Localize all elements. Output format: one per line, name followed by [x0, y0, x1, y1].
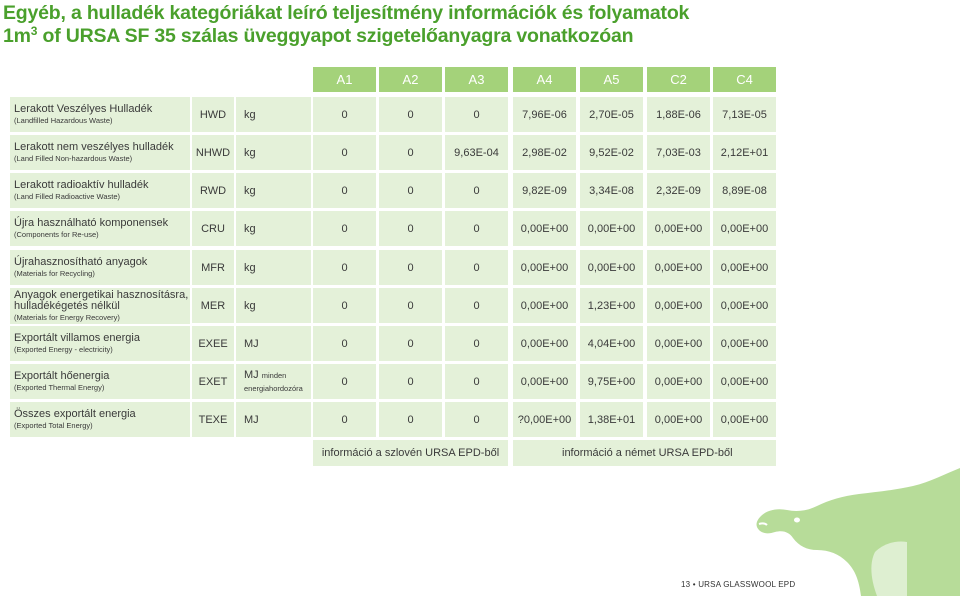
- row-label-english: (Exported Energy - electricity): [14, 344, 113, 354]
- value-cell-a4: 9,82E-09: [513, 173, 576, 208]
- row-label-english: (Materials for Recycling): [14, 268, 95, 278]
- value-cell-a4: ?0,00E+00: [513, 402, 576, 437]
- column-header-a1: A1: [313, 67, 376, 92]
- value-cell-c4: 8,89E-08: [713, 173, 776, 208]
- value-cell-c4: 0,00E+00: [713, 211, 776, 246]
- footer-bullet: •: [692, 580, 696, 589]
- row-label: [10, 173, 190, 208]
- indicator-code: NHWD: [192, 135, 234, 170]
- row-label-hungarian: Összes exportált energia: [14, 407, 136, 420]
- footer-brand: URSA GLASSWOOL EPD: [698, 580, 796, 589]
- page-number: 13: [681, 580, 691, 589]
- value-cell-c2: 0,00E+00: [647, 402, 710, 437]
- row-label-hungarian: Exportált hőenergia: [14, 369, 110, 382]
- value-cell-c4: 0,00E+00: [713, 288, 776, 323]
- row-label: [10, 402, 190, 437]
- value-cell-c2: 0,00E+00: [647, 288, 710, 323]
- row-label-english: (Land Filled Non-hazardous Waste): [14, 153, 133, 163]
- value-cell-a5: 1,23E+00: [580, 288, 643, 323]
- row-label-hungarian: Lerakott nem veszélyes hulladék: [14, 140, 174, 153]
- polar-bear-logo-icon: [755, 468, 960, 596]
- value-cell-a5: 4,04E+00: [580, 326, 643, 361]
- row-label-hungarian: Újra használható komponensek: [14, 216, 169, 229]
- value-cell-a2: 0: [379, 97, 442, 132]
- column-header-a3: A3: [445, 67, 508, 92]
- value-cell-a3: 0: [445, 288, 508, 323]
- value-cell-a4: 0,00E+00: [513, 326, 576, 361]
- value-cell-a2: 0: [379, 364, 442, 399]
- title-superscript: 3: [30, 24, 38, 38]
- row-label: [10, 326, 190, 361]
- value-cell-c4: 0,00E+00: [713, 250, 776, 285]
- value-cell-a1: 0: [313, 173, 376, 208]
- value-cell-a2: 0: [379, 326, 442, 361]
- row-label-hungarian: Lerakott radioaktív hulladék: [14, 178, 149, 191]
- unit-line-2: energiahordozóra: [244, 383, 303, 393]
- row-label: [10, 97, 190, 132]
- row-label: [10, 364, 190, 399]
- indicator-code: EXEE: [192, 326, 234, 361]
- note-slovenian-epd: információ a szlovén URSA EPD-ből: [313, 440, 508, 466]
- title-line-1: Egyéb, a hulladék kategóriákat leíró teljesítmény információk és folyamatok: [3, 2, 690, 24]
- indicator-code: MER: [192, 288, 234, 323]
- row-label: [10, 211, 190, 246]
- indicator-code: CRU: [192, 211, 234, 246]
- unit-cell: kg: [236, 211, 311, 246]
- value-cell-a1: 0: [313, 402, 376, 437]
- unit-cell: kg: [236, 135, 311, 170]
- value-cell-c2: 0,00E+00: [647, 326, 710, 361]
- value-cell-a5: 9,75E+00: [580, 364, 643, 399]
- value-cell-c4: 2,12E+01: [713, 135, 776, 170]
- value-cell-a3: 0: [445, 173, 508, 208]
- value-cell-a1: 0: [313, 250, 376, 285]
- value-cell-c4: 0,00E+00: [713, 364, 776, 399]
- page-footer: [681, 580, 795, 589]
- value-cell-a1: 0: [313, 135, 376, 170]
- row-label-english: (Land Filled Radioactive Waste): [14, 191, 121, 201]
- value-cell-a5: 9,52E-02: [580, 135, 643, 170]
- row-label-english: (Landfilled Hazardous Waste): [14, 115, 113, 125]
- row-label-english: (Materials for Energy Recovery): [14, 312, 120, 322]
- column-header-a5: A5: [580, 67, 643, 92]
- value-cell-a3: 0: [445, 211, 508, 246]
- value-cell-a5: 0,00E+00: [580, 211, 643, 246]
- unit-cell: MJ: [236, 326, 311, 361]
- value-cell-a5: 1,38E+01: [580, 402, 643, 437]
- value-cell-a2: 0: [379, 288, 442, 323]
- value-cell-a3: 0: [445, 364, 508, 399]
- value-cell-a3: 0: [445, 402, 508, 437]
- value-cell-a5: 0,00E+00: [580, 250, 643, 285]
- unit-value: MJ: [244, 368, 259, 381]
- value-cell-a4: 7,96E-06: [513, 97, 576, 132]
- value-cell-c4: 0,00E+00: [713, 402, 776, 437]
- value-cell-a4: 0,00E+00: [513, 211, 576, 246]
- value-cell-c2: 1,88E-06: [647, 97, 710, 132]
- note-german-epd: információ a német URSA EPD-ből: [513, 440, 776, 466]
- value-cell-a1: 0: [313, 97, 376, 132]
- row-label-hungarian: Lerakott Veszélyes Hulladék: [14, 102, 153, 115]
- indicator-code: EXET: [192, 364, 234, 399]
- value-cell-a4: 2,98E-02: [513, 135, 576, 170]
- value-cell-a1: 0: [313, 211, 376, 246]
- unit-cell: kg: [236, 97, 311, 132]
- indicator-code: RWD: [192, 173, 234, 208]
- value-cell-a1: 0: [313, 288, 376, 323]
- row-label-english: (Exported Thermal Energy): [14, 382, 105, 392]
- unit-cell: MJ: [236, 402, 311, 437]
- column-header-c4: C4: [713, 67, 776, 92]
- row-label: [10, 135, 190, 170]
- value-cell-c2: 7,03E-03: [647, 135, 710, 170]
- row-label: [10, 250, 190, 285]
- value-cell-a2: 0: [379, 402, 442, 437]
- unit-cell: kg: [236, 288, 311, 323]
- title-line-2-pre: 1m: [3, 25, 31, 47]
- indicator-code: MFR: [192, 250, 234, 285]
- row-label-english: (Components for Re-use): [14, 229, 99, 239]
- unit-cell: kg: [236, 173, 311, 208]
- row-label-hungarian: Újrahasznosítható anyagok: [14, 255, 148, 268]
- row-label-hungarian-line-2: hulladékégetés nélkül: [14, 299, 120, 312]
- title-line-2: [3, 25, 953, 48]
- unit-cell: [236, 364, 311, 399]
- column-header-a2: A2: [379, 67, 442, 92]
- value-cell-c2: 2,32E-09: [647, 173, 710, 208]
- unit-qualifier: minden: [261, 370, 287, 380]
- value-cell-a4: 0,00E+00: [513, 288, 576, 323]
- indicator-code: TEXE: [192, 402, 234, 437]
- value-cell-c2: 0,00E+00: [647, 250, 710, 285]
- value-cell-c2: 0,00E+00: [647, 211, 710, 246]
- column-header-c2: C2: [647, 67, 710, 92]
- row-label-english: (Exported Total Energy): [14, 420, 93, 430]
- value-cell-a3: 0: [445, 250, 508, 285]
- title-line-2-post: of URSA SF 35 szálas üveggyapot szigetelőanyagra vonatkozóan: [37, 25, 634, 47]
- value-cell-c4: 0,00E+00: [713, 326, 776, 361]
- value-cell-a3: 9,63E-04: [445, 135, 508, 170]
- value-cell-a2: 0: [379, 173, 442, 208]
- value-cell-a2: 0: [379, 211, 442, 246]
- value-cell-a1: 0: [313, 326, 376, 361]
- value-cell-a5: 2,70E-05: [580, 97, 643, 132]
- value-cell-a5: 3,34E-08: [580, 173, 643, 208]
- row-label-hungarian: Exportált villamos energia: [14, 331, 140, 344]
- value-cell-a2: 0: [379, 250, 442, 285]
- value-cell-a4: 0,00E+00: [513, 250, 576, 285]
- value-cell-a3: 0: [445, 97, 508, 132]
- unit-cell: kg: [236, 250, 311, 285]
- indicator-code: HWD: [192, 97, 234, 132]
- value-cell-a4: 0,00E+00: [513, 364, 576, 399]
- column-header-a4: A4: [513, 67, 576, 92]
- value-cell-c4: 7,13E-05: [713, 97, 776, 132]
- value-cell-c2: 0,00E+00: [647, 364, 710, 399]
- row-label: [10, 288, 190, 324]
- value-cell-a1: 0: [313, 364, 376, 399]
- row-label-hungarian: Anyagok energetikai hasznosításra,: [14, 288, 189, 301]
- page-title: [3, 2, 953, 48]
- value-cell-a2: 0: [379, 135, 442, 170]
- value-cell-a3: 0: [445, 326, 508, 361]
- unit-line-1: [244, 369, 286, 382]
